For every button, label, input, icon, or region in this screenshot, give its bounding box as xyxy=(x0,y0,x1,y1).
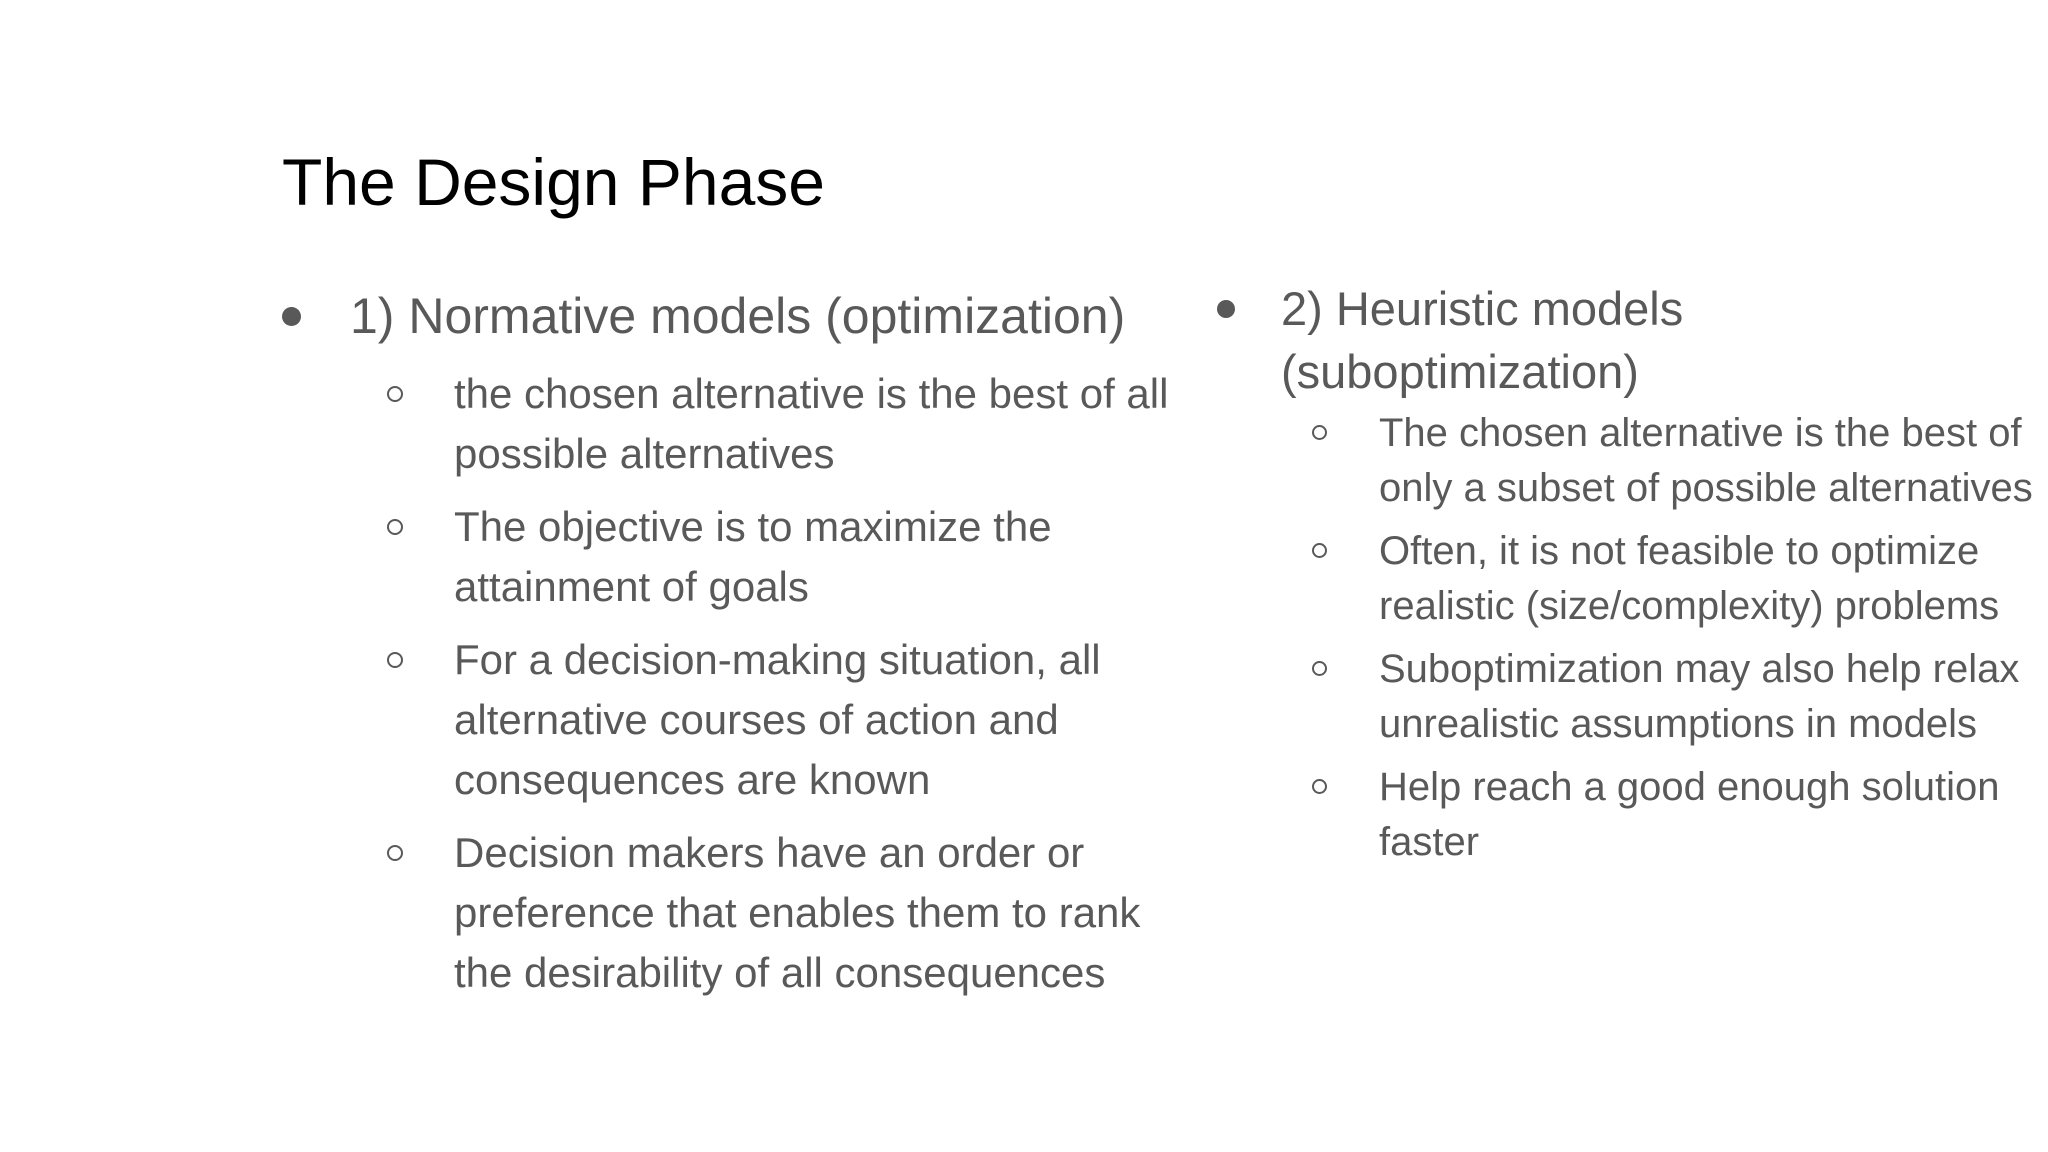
slide-title: The Design Phase xyxy=(282,145,825,219)
list-item xyxy=(270,630,1194,810)
right-column xyxy=(1205,277,2033,878)
list-item-text: The objective is to maximize the attainment of goals xyxy=(454,503,1052,610)
list-item xyxy=(270,497,1194,617)
list-item-text: the chosen alternative is the best of all possible alternatives xyxy=(454,370,1169,477)
hollow-bullet-icon xyxy=(1312,543,1327,558)
bullet-normative-models xyxy=(270,280,1150,352)
list-item-text: For a decision-making situation, all alternative courses of action and consequences are known xyxy=(454,636,1101,803)
hollow-bullet-icon xyxy=(387,519,403,535)
list-item xyxy=(270,364,1194,484)
hollow-bullet-icon xyxy=(1312,661,1327,676)
filled-bullet-icon xyxy=(1217,300,1235,318)
hollow-bullet-icon xyxy=(1312,425,1327,440)
normative-sublist xyxy=(270,364,1169,1003)
filled-bullet-icon xyxy=(282,307,301,326)
hollow-bullet-icon xyxy=(387,845,403,861)
list-item-text: Often, it is not feasible to optimize realistic (size/complexity) problems xyxy=(1379,529,2000,628)
bullet-heading: 2) Heuristic models (suboptimization) xyxy=(1281,282,1684,398)
list-item-text: Decision makers have an order or preference that enables them to rank the desirability of all consequences xyxy=(454,829,1141,996)
list-item-text: Suboptimization may also help relax unrealistic assumptions in models xyxy=(1379,647,2020,746)
list-item xyxy=(1205,406,2039,516)
list-item-text: Help reach a good enough solution faster xyxy=(1379,765,2000,864)
heuristic-sublist xyxy=(1205,406,2033,870)
hollow-bullet-icon xyxy=(387,652,403,668)
hollow-bullet-icon xyxy=(1312,779,1327,794)
bullet-heading: 1) Normative models (optimization) xyxy=(350,288,1126,344)
list-item xyxy=(1205,524,2039,634)
bullet-heuristic-models xyxy=(1205,277,2025,403)
hollow-bullet-icon xyxy=(387,386,403,402)
list-item xyxy=(1205,642,2039,752)
left-column xyxy=(270,280,1169,1016)
list-item-text: The chosen alternative is the best of only a subset of possible alternatives xyxy=(1379,411,2033,510)
list-item xyxy=(270,823,1194,1003)
list-item xyxy=(1205,760,2039,870)
